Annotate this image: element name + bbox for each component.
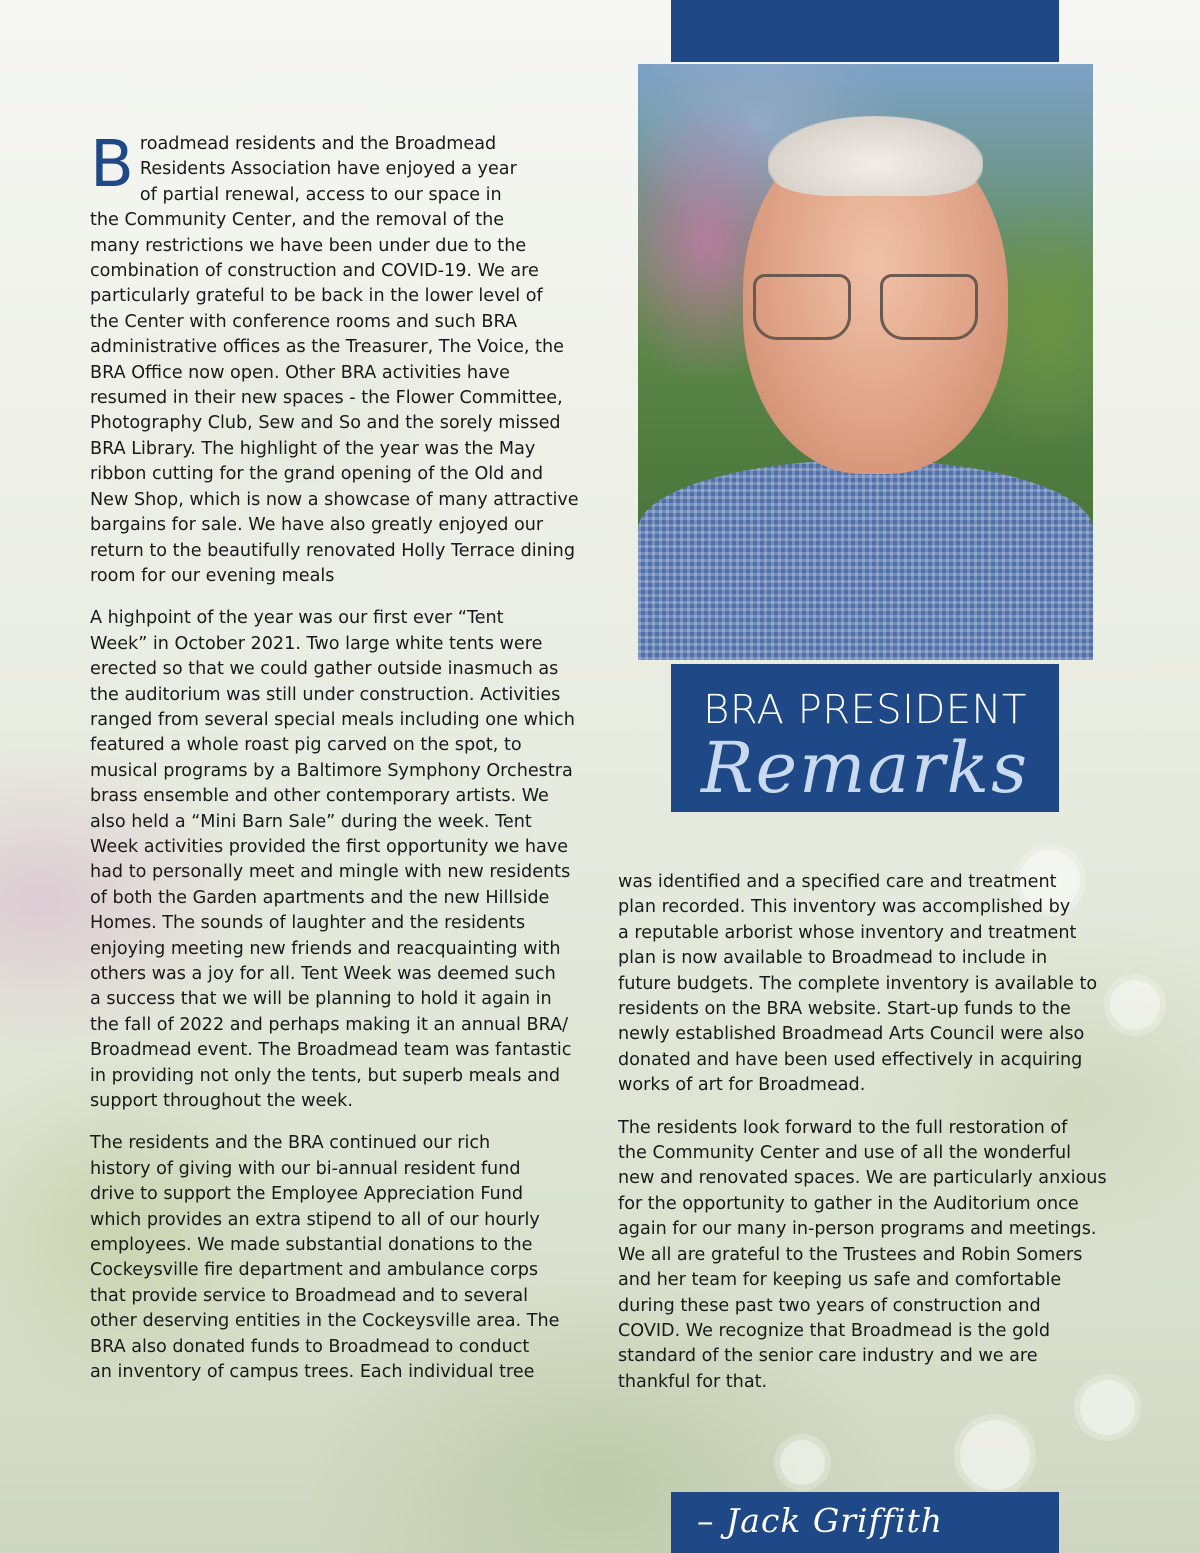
top-accent-bar <box>671 0 1059 62</box>
title-line-1: BRA PRESIDENT <box>703 687 1027 733</box>
article-paragraph-5: The residents look forward to the full restoration of the Community Center and use of all the wonderful new and renovated spaces. We are particularly anxious for the opportunity to gather in the Auditorium once again for our many in-person programs and meetings. We all are grateful to the Trustees and Robin Somers and her team for keeping us safe and comfortable during these past two years of construction and COVID. We recognize that Broadmead is the gold standard of the senior care industry and we are thankful for that. <box>618 1117 1107 1392</box>
article-paragraph-1 <box>90 128 600 589</box>
photo-glasses <box>753 274 978 344</box>
article-paragraph-1-text: roadmead residents and the Broadmead Residents Association have enjoyed a year of partial renewal, access to our space in the Community Center, and the removal of the many restrictions we have been under due to the combination of construction and COVID-19. We are particularly grateful to be back in the lower level of the Center with conference rooms and such BRA administrative offices as the Treasurer, The Voice, the BRA Office now open. Other BRA activities have resumed in their new spaces - the Flower Committee, Photography Club, Sew and So and the sorely missed BRA Library. The highlight of the year was the May ribbon cutting for the grand opening of the Old and New Shop, which is now a showcase of many attractive bargains for sale. We have also greatly enjoyed our return to the beautifully renovated Holly Terrace dining room for our evening meals <box>90 134 579 586</box>
article-left-column <box>90 128 600 1386</box>
signature-text: – Jack Griffith <box>697 1501 944 1540</box>
photo-shirt <box>638 460 1093 660</box>
drop-cap: B <box>90 128 134 202</box>
article-paragraph-4: was identified and a specified care and treatment plan recorded. This inventory was accomplished by a reputable arborist whose inventory and treatment plan is now available to Broadmead to include in future budgets. The complete inventory is available to residents on the BRA website. Start-up funds to the newly established Broadmead Arts Council were also donated and have been used effectively in acquiring works of art for Broadmead. <box>618 872 1098 1096</box>
title-banner <box>671 664 1059 812</box>
article-paragraph-3: The residents and the BRA continued our rich history of giving with our bi-annual resident fund drive to support the Employee Appreciation Fund which provides an extra stipend to all of our hourly employees. We made substantial donations to the Cockeysville fire department and ambulance corps that provide service to Broadmead and to several other deserving entities in the Cockeysville area. The BRA also donated funds to Broadmead to conduct an inventory of campus trees. Each individual tree <box>90 1133 560 1383</box>
article-right-column <box>618 870 1113 1395</box>
photo-hair <box>768 116 983 196</box>
portrait-photo <box>638 64 1093 660</box>
title-line-2-script: Remarks <box>700 727 1030 809</box>
signature-banner <box>671 1492 1059 1553</box>
article-paragraph-2: A highpoint of the year was our first ever “Tent Week” in October 2021. Two large white tents were erected so that we could gather outside inasmuch as the auditorium was still under construction. Activities ranged from several special meals including one which featured a whole roast pig carved on the spot, to musical programs by a Baltimore Symphony Orchestra brass ensemble and other contemporary artists. We also held a “Mini Barn Sale” during the week. Tent Week activities provided the first opportunity we have had to personally meet and mingle with new residents of both the Garden apartments and the new Hillside Homes. The sounds of laughter and the residents enjoying meeting new friends and reacquainting with others was a joy for all. Tent Week was deemed such a success that we will be planning to hold it again in the fall of 2022 and perhaps making it an annual BRA/ Broadmead event. The Broadmead team was fantastic in providing not only the tents, but superb meals and support throughout the week. <box>90 608 575 1112</box>
